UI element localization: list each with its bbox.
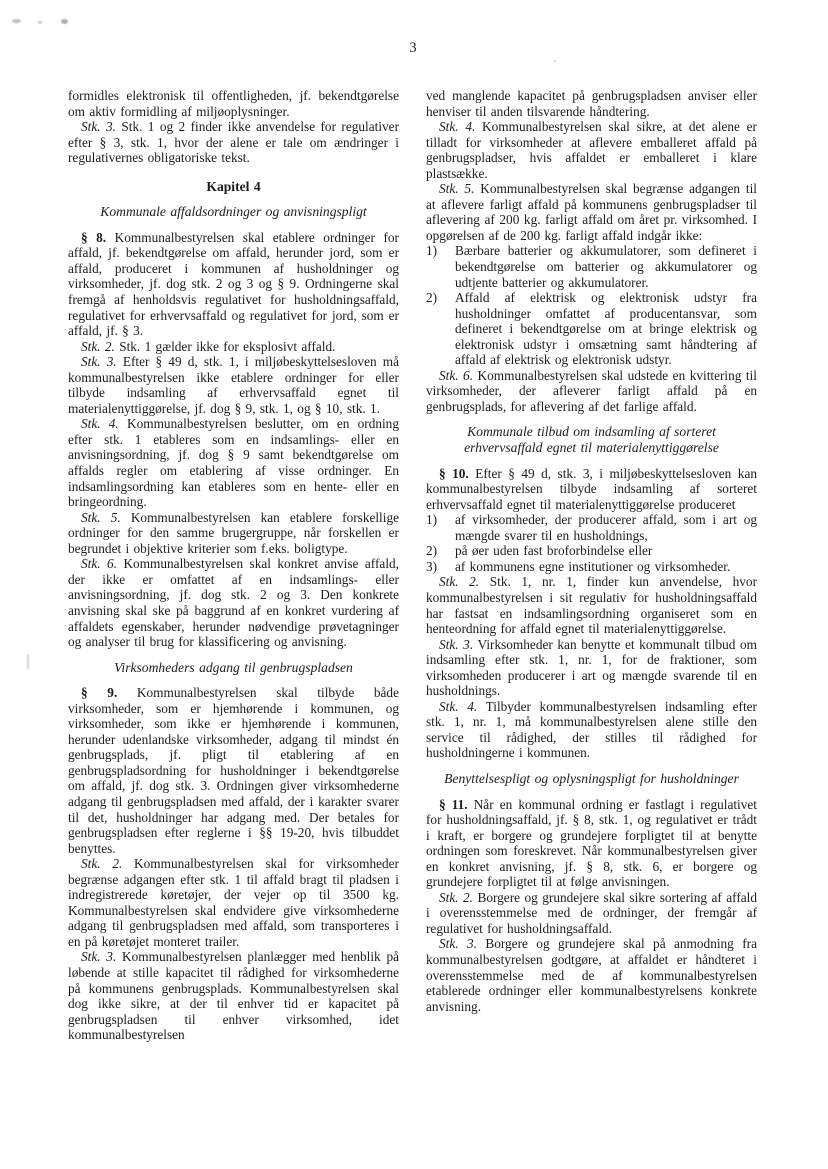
page-number: 3	[409, 40, 417, 56]
stk-marker: Stk. 6.	[81, 556, 117, 572]
stk-marker: Stk. 4.	[439, 119, 476, 135]
stk-marker: Stk. 3.	[81, 949, 117, 965]
stk-marker: Stk. 2.	[439, 574, 480, 590]
stk-marker: Stk. 2.	[81, 856, 123, 872]
paragraph: Stk. 3. Kommunalbestyrelsen planlægger med henblik på løbende at stille kapacitet til rådighed for virksomhederne på kommunens genbrugsplads. Kommunalbestyrelsen skal dog ikke sikre, at der til enhver tid er kapacitet på genbrugspladsen til enhver virksomhed, idet kommunalbestyrelsen	[68, 949, 399, 1043]
paragraph: Stk. 4. Kommunalbestyrelsen skal sikre, at det alene er tilladt for virksomheder at aflevere emballeret affald på genbrugspladser, hvis affaldet er emballeret i klare plastsække.	[426, 119, 757, 181]
stk-marker: Stk. 3.	[439, 936, 477, 952]
stk-marker: Stk. 3.	[439, 636, 474, 652]
paragraph: Stk. 2. Borgere og grundejere skal sikre sortering af affald i overensstemmelse med de ordninger, der fremgår af regulativet for husholdningsaffald.	[426, 889, 757, 936]
list-number: 2)	[426, 290, 438, 306]
list-text: af kommunens egne institutioner og virksomheder.	[455, 558, 731, 574]
list-number: 1)	[426, 512, 438, 528]
section-heading: Benyttelsespligt og oplysningspligt for husholdninger	[444, 770, 739, 786]
list-text: på øer uden fast broforbindelse eller	[455, 543, 653, 559]
paragraph: § 11. Når en kommunal ordning er fastlagt i regulativet for husholdningsaffald, jf. § 8, stk. 1, og regulativet er trådt i kraft, er borgere og grundejere forpligtet til at benytte ordningen som foreskrevet. Når kommunalbestyrelsen giver en konkret anvisning, jf. § 8, stk. 6, er borgere og grundejere forpligtet til at følge anvisningen.	[426, 796, 757, 890]
left-column	[68, 88, 399, 1043]
stk-marker: Stk. 2.	[439, 889, 473, 905]
scan-speck	[12, 19, 21, 23]
list-text: Affald af elektrisk og elektronisk udstyr fra husholdninger omfattet af producentansvar, som defineret i bekendtgørelse om at bringe elektrisk og elektronisk udstyr i omsætning samt håndtering af affald af elektrisk og elektronisk udstyr.	[455, 290, 757, 368]
section-heading: Kommunale tilbud om indsamling af sorteret erhvervsaffald egnet til materialenyttiggørelse	[464, 424, 719, 456]
list-item	[426, 559, 757, 575]
list-item	[426, 243, 757, 290]
list-text: af virksomheder, der producerer affald, som i art og mængde svarer til en husholdnings,	[455, 512, 757, 543]
paragraph: Stk. 2. Kommunalbestyrelsen skal for virksomheder begrænse adgangen efter stk. 1 til affald bragt til pladsen i indregistrerede køretøjer, der vejer op til 3500 kg. Kommunalbestyrelsen skal endvidere give virksomhederne adgang til genbrugspladsen med affald, som transporteres i en på køretøjet monteret trailer.	[68, 856, 399, 949]
stk-marker: Stk. 3.	[81, 354, 117, 370]
paragraph: Stk. 6. Kommunalbestyrelsen skal konkret anvise affald, der ikke er omfattet af en indsamlings- eller anvisningsordning, jf. dog stk. 2 og 3. Den konkrete anvisning skal ske på baggrund af en konkret vurdering af affaldets egenskaber, herunder nødvendige prøvetagninger og analyser til brug for klassificering og anvisning.	[68, 556, 399, 650]
paragraph: Stk. 3. Efter § 49 d, stk. 1, i miljøbeskyttelsesloven må kommunalbestyrelsen ikke etablere ordninger for eller tilbyde indsamling af erhvervsaffald egnet til materialenyttiggørelse, jf. dog § 9, stk. 1, og § 10, stk. 1.	[68, 354, 399, 416]
list-number: 2)	[426, 543, 438, 559]
section-heading: Virksomheders adgang til genbrugspladsen	[114, 659, 353, 675]
list-item	[426, 543, 757, 559]
paragraph: Stk. 5. Kommunalbestyrelsen skal begrænse adgangen til at aflevere farligt affald på kommunens genbrugspladser til aflevering af 200 kg. farligt affald om året pr. virksomhed. I opgørelsen af de 200 kg. farligt affald indgår ikke:	[426, 181, 757, 243]
paragraph: Stk. 4. Tilbyder kommunalbestyrelsen indsamling efter stk. 1, nr. 1, må kommunalbestyrelsen alene stille den service til rådighed, der stilles til rådighed for husholdningerne i kommunen.	[426, 698, 757, 761]
section-marker: § 9.	[81, 685, 118, 701]
stk-marker: Stk. 4.	[81, 416, 119, 432]
paragraph: Stk. 3. Stk. 1 og 2 finder ikke anvendelse for regulativer efter § 3, stk. 1, hvor der alene er tale om ændringer i regulativernes obligatoriske tekst.	[68, 119, 399, 166]
right-column	[426, 88, 757, 1043]
paragraph: Stk. 3. Virksomheder kan benytte et kommunalt tilbud om indsamling efter stk. 1, nr. 1, for de fraktioner, som virksomheden producerer i art og mængde svarende til en husholdnings.	[426, 636, 757, 699]
paragraph: § 9. Kommunalbestyrelsen skal tilbyde både virksomheder, som er hjemhørende i kommunen, og virksomheder, som ikke er hjemhørende i kommunen, herunder udenlandske virksomheder, adgang til mindst én genbrugsplads, jf. pligt til etablering af en genbrugspladsordning for husholdninger i bekendtgørelse om affald, jf. dog stk. 3. Ordningen giver virksomhederne adgang til genbrugspladsen med affald, der i karakter svarer til det, husholdninger har adgang med. Der betales for genbrugspladsen efter reglerne i §§ 19-20, hvis tilbuddet benyttes.	[68, 685, 399, 856]
list-item	[426, 512, 757, 543]
text-columns	[68, 88, 758, 1043]
scan-artifact-line	[27, 654, 29, 669]
stk-marker: Stk. 5.	[81, 509, 121, 525]
scan-speck	[553, 60, 556, 62]
paragraph: Stk. 2. Stk. 1 gælder ikke for eksplosivt affald.	[81, 338, 336, 354]
paragraph: Stk. 3. Borgere og grundejere skal på anmodning fra kommunalbestyrelsen godtgøre, at affaldet er håndteret i overensstemmelse med de af kommunalbestyrelsen etablerede ordninger eller kommunalbestyrelsens konkrete anvisning.	[426, 936, 757, 1014]
continuation-paragraph: formidles elektronisk til offentligheden, jf. bekendtgørelse om aktiv formidling af miljøoplysninger.	[68, 88, 399, 119]
stk-marker: Stk. 4.	[439, 698, 478, 714]
paragraph: Stk. 5. Kommunalbestyrelsen kan etablere forskellige ordninger for den samme brugergruppe, når forskellen er begrundet i objektive kriterier som f.eks. boligtype.	[68, 509, 400, 556]
paragraph: § 8. Kommunalbestyrelsen skal etablere ordninger for affald, jf. bekendtgørelse om affald, herunder jord, som er affald, produceret i kommunen af husholdninger og virksomheder, jf. dog stk. 2 og 3 og § 9. Ordningerne skal fremgå af henholdsvis regulativet for husholdningsaffald, regulativet for erhvervsaffald og regulativet for jord, som er affald, jf. § 3.	[68, 229, 399, 339]
scan-speck	[38, 21, 42, 24]
section-marker: § 10.	[439, 465, 469, 481]
section-marker: § 8.	[81, 229, 107, 245]
paragraph: Stk. 2. Stk. 1, nr. 1, finder kun anvendelse, hvor kommunalbestyrelsen i sit regulativ for husholdningsaffald har fastsat en indsamlingsordning organiseret som en henteordning for affald egnet til materialenyttiggørelse.	[426, 574, 757, 637]
list-text: Bærbare batterier og akkumulatorer, som defineret i bekendtgørelse om batterier og akkumulatorer og udtjente batterier og akkumulatorer.	[455, 243, 757, 290]
stk-marker: Stk. 3.	[81, 119, 116, 135]
stk-marker: Stk. 2.	[81, 338, 115, 354]
section-marker: § 11.	[439, 796, 468, 812]
list-number: 3)	[426, 558, 438, 574]
list-number: 1)	[426, 243, 438, 259]
scan-speck	[61, 19, 68, 24]
continuation-paragraph: ved manglende kapacitet på genbrugspladsen anviser eller henviser til anden tilsvarende håndtering.	[426, 88, 757, 119]
stk-marker: Stk. 5.	[439, 181, 475, 197]
chapter-heading: Kapitel 4	[206, 178, 261, 194]
paragraph: Stk. 4. Kommunalbestyrelsen beslutter, om en ordning efter stk. 1 etableres som en indsamlings- eller en anvisningsordning, jf. dog § 9 samt bekendtgørelse om affalds regler om etablering af visse ordninger. En indsamlingsordning kan etableres som en hente- eller en bringeordning.	[68, 416, 399, 510]
paragraph: § 10. Efter § 49 d, stk. 3, i miljøbeskyttelsesloven kan kommunalbestyrelsen tilbyde indsamling af sorteret erhvervsaffald egnet til materialenyttiggørelse produceret	[426, 465, 757, 512]
list-item	[426, 290, 757, 368]
section-heading: Kommunale affaldsordninger og anvisningspligt	[100, 204, 367, 220]
stk-marker: Stk. 6.	[439, 367, 474, 383]
paragraph: Stk. 6. Kommunalbestyrelsen skal udstede en kvittering til virksomheder, der afleverer farligt affald på en genbrugsplads, for aflevering af det farlige affald.	[426, 367, 757, 414]
